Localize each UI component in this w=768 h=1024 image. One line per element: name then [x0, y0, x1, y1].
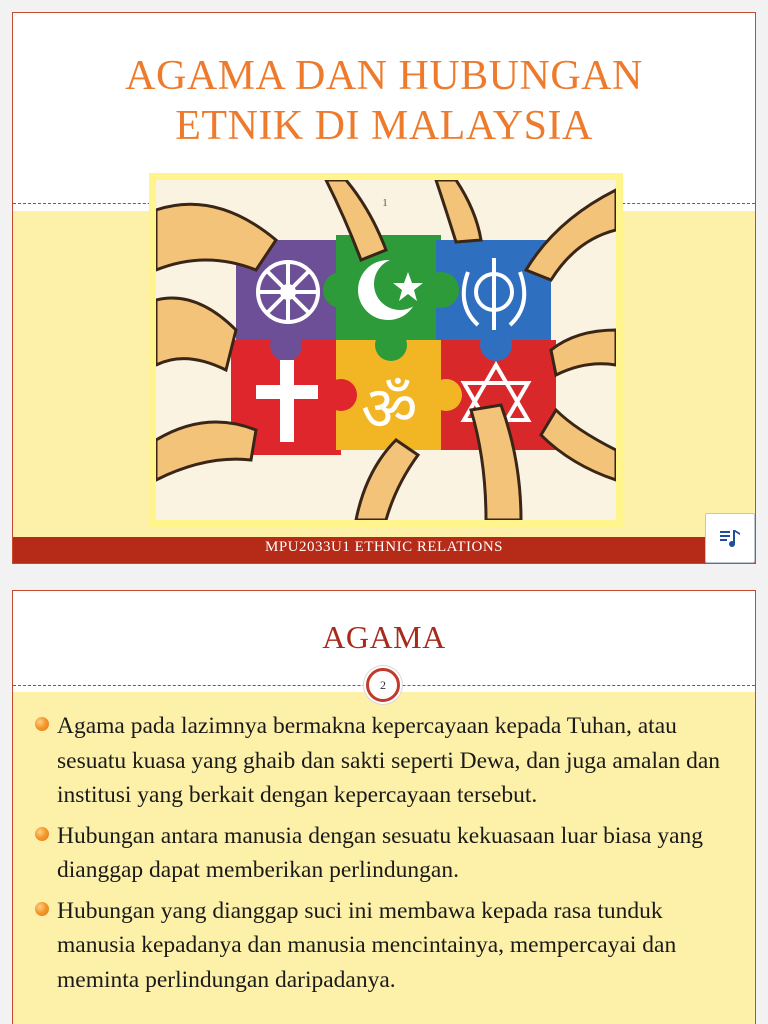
slide-number-badge [366, 668, 400, 702]
bullet-icon [35, 717, 49, 731]
slide-2 [12, 590, 756, 1024]
bullet-list [33, 709, 745, 1003]
title-line-2: ETNIK DI MALAYSIA [175, 103, 593, 149]
footer-text: MPU2033U1 ETHNIC RELATIONS [265, 539, 503, 555]
slide-2-title: AGAMA [322, 619, 446, 655]
title-line-1: AGAMA DAN HUBUNGAN [125, 53, 643, 99]
bullet-text: Agama pada lazimnya bermakna kepercayaan kepada Tuhan, atau sesuatu kuasa yang ghaib dan sakti seperti Dewa, dan juga amalan dan institusi yang berkait dengan kepercayaan tersebut. [57, 713, 721, 808]
svg-text:ॐ: ॐ [361, 372, 418, 445]
slide-number: 2 [380, 677, 386, 692]
playlist-music-icon [718, 526, 742, 550]
bullet-icon [35, 902, 49, 916]
list-item [33, 819, 745, 888]
list-item [33, 894, 745, 998]
bullet-text: Hubungan yang dianggap suci ini membawa kepada rasa tunduk manusia kepadanya dan manusia mencintainya, mempercayai dan meminta perlindungan daripadanya. [57, 897, 677, 993]
bullet-text: Hubungan antara manusia dengan sesuatu kekuasaan luar biasa yang dianggap dapat memberikan perlindungan. [57, 822, 704, 883]
religious-puzzle-illustration [149, 173, 623, 527]
slide-1-title [13, 51, 755, 151]
list-item [33, 709, 745, 813]
slide-number: 1 [382, 197, 388, 209]
bullet-icon [35, 827, 49, 841]
slide-1 [12, 12, 756, 564]
audio-playlist-button[interactable] [705, 513, 755, 563]
